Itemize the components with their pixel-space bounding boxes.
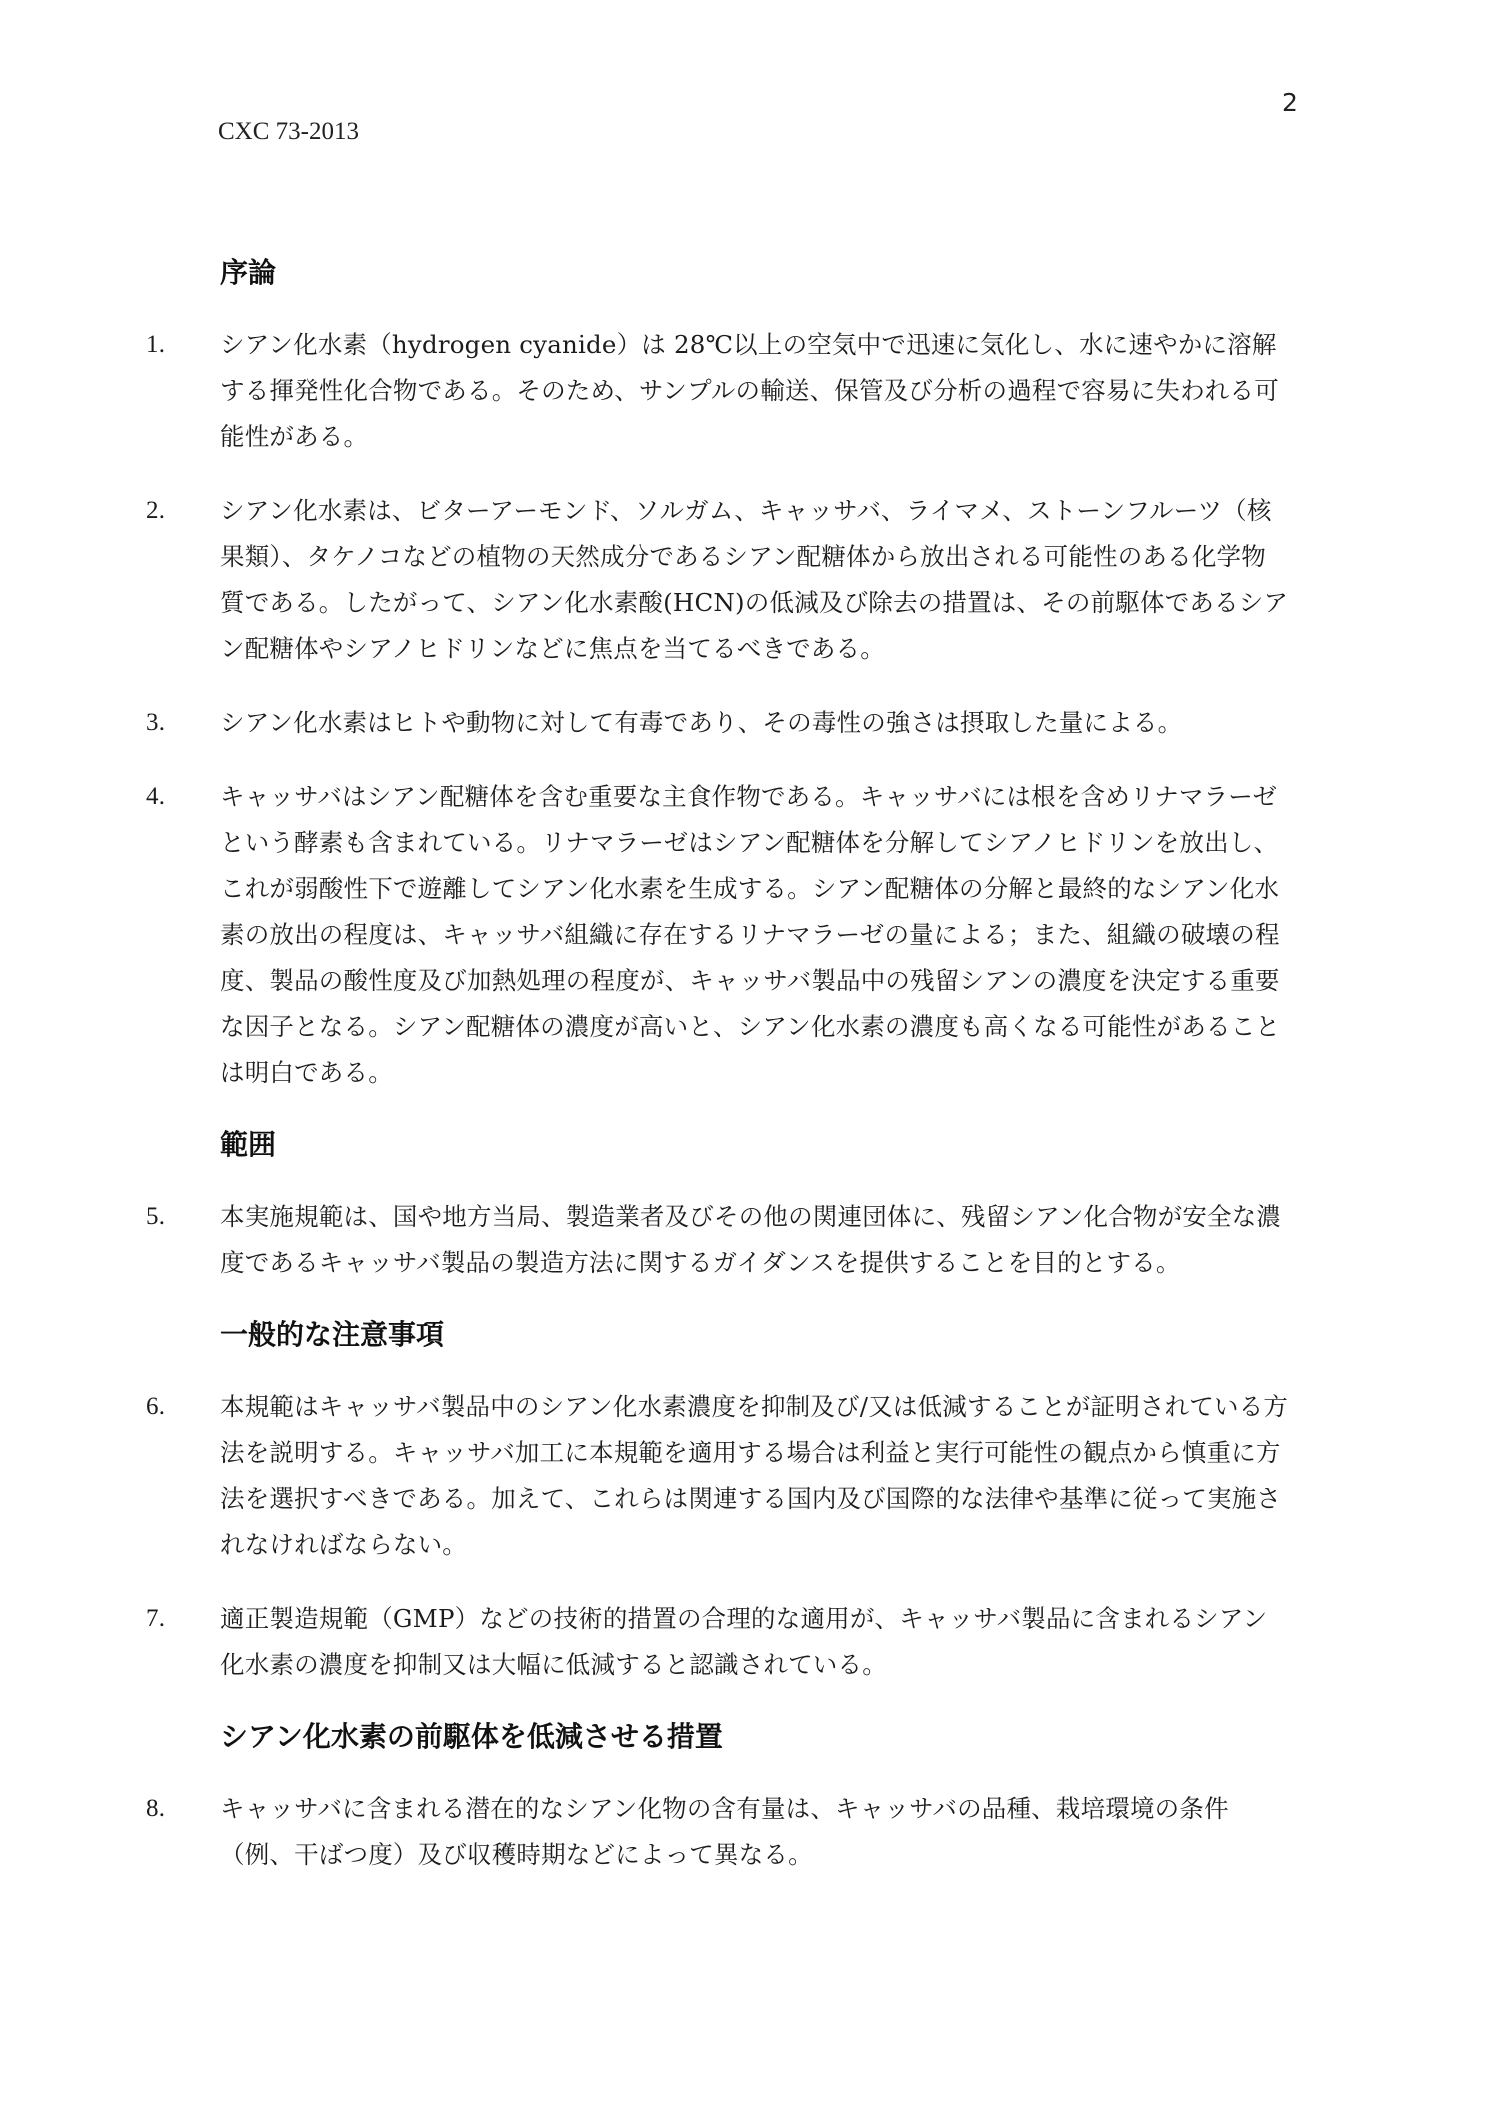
paragraph-7 — [0, 1596, 1290, 1688]
section-heading-precursor-reduction: シアン化水素の前駆体を低減させる措置 — [220, 1720, 723, 1753]
paragraph-number: 6. — [146, 1393, 166, 1420]
paragraph-text: 本規範はキャッサバ製品中のシアン化水素濃度を抑制及び/又は低減することが証明されている方法を説明する。キャッサバ加工に本規範を適用する場合は利益と実行可能性の観点から慎重に方法を選択すべきである。加えて、これらは関連する国内及び国際的な法律や基準に従って実施されなければならない。 — [220, 1392, 1289, 1559]
paragraph-8 — [0, 1786, 1290, 1878]
paragraph-3 — [0, 700, 1290, 746]
paragraph-number: 4. — [146, 783, 166, 810]
paragraph-number: 8. — [146, 1795, 166, 1822]
paragraph-text: シアン化水素は、ビターアーモンド、ソルガム、キャッサバ、ライマメ、ストーンフルーツ（核果類）、タケノコなどの植物の天然成分であるシアン配糖体から放出される可能性のある化学物質である。したがって、シアン化水素酸(HCN)の低減及び除去の措置は、その前駆体であるシアン配糖体やシアノヒドリンなどに焦点を当てるべきである。 — [220, 496, 1289, 663]
paragraph-6 — [0, 1384, 1290, 1568]
paragraph-5 — [0, 1194, 1290, 1286]
page-number: 2 — [1282, 88, 1298, 117]
section-heading-general-considerations: 一般的な注意事項 — [220, 1318, 445, 1351]
section-heading-introduction: 序論 — [220, 256, 277, 289]
paragraph-number: 1. — [146, 331, 166, 358]
paragraph-4 — [0, 774, 1290, 1096]
paragraph-text: キャッサバはシアン配糖体を含む重要な主食作物である。キャッサバには根を含めリナマラーゼという酵素も含まれている。リナマラーゼはシアン配糖体を分解してシアノヒドリンを放出し、これが弱酸性下で遊離してシアン化水素を生成する。シアン配糖体の分解と最終的なシアン化水素の放出の程度は、キャッサバ組織に存在するリナマラーゼの量による；また、組織の破壊の程度、製品の酸性度及び加熱処理の程度が、キャッサバ製品中の残留シアンの濃度を決定する重要な因子となる。シアン配糖体の濃度が高いと、シアン化水素の濃度も高くなる可能性があることは明白である。 — [220, 782, 1281, 1087]
paragraph-number: 2. — [146, 497, 166, 524]
paragraph-text: 適正製造規範（GMP）などの技術的措置の合理的な適用が、キャッサバ製品に含まれるシアン化水素の濃度を抑制又は大幅に低減すると認識されている。 — [220, 1604, 1268, 1679]
section-heading-scope: 範囲 — [220, 1128, 277, 1161]
paragraph-number: 3. — [146, 709, 166, 736]
paragraph-number: 7. — [146, 1605, 166, 1632]
document-body — [0, 252, 1500, 1906]
paragraph-text: キャッサバに含まれる潜在的なシアン化物の含有量は、キャッサバの品種、栽培環境の条件（例、干ばつ度）及び収穫時期などによって異なる。 — [220, 1794, 1229, 1869]
paragraph-1 — [0, 322, 1290, 460]
document-code: CXC 73-2013 — [218, 118, 359, 145]
paragraph-number: 5. — [146, 1203, 166, 1230]
paragraph-2 — [0, 488, 1290, 672]
paragraph-text: シアン化水素（hydrogen cyanide）は 28℃以上の空気中で迅速に気化し、水に速やかに溶解する揮発性化合物である。そのため、サンプルの輸送、保管及び分析の過程で容易に失われる可能性がある。 — [220, 330, 1279, 451]
paragraph-text: 本実施規範は、国や地方当局、製造業者及びその他の関連団体に、残留シアン化合物が安全な濃度であるキャッサバ製品の製造方法に関するガイダンスを提供することを目的とする。 — [220, 1202, 1282, 1277]
paragraph-text: シアン化水素はヒトや動物に対して有毒であり、その毒性の強さは摂取した量による。 — [220, 708, 1183, 737]
